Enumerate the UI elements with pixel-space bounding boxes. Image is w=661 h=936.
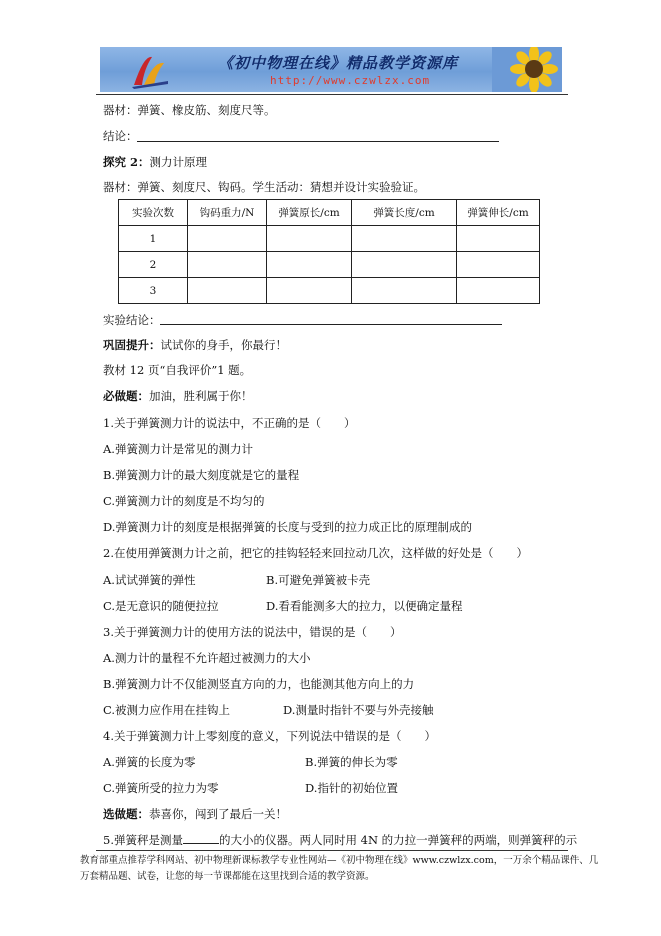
question-4-option-d[interactable]: D.指针的初始位置 [305,781,398,795]
question-1-option-c[interactable]: C.弹簧测力计的刻度是不均匀的 [103,494,265,508]
question-2-option-d[interactable]: D.看看能测多大的拉力，以便确定量程 [266,599,463,613]
table-cell[interactable] [352,278,457,304]
question-4-option-b[interactable]: B.弹簧的伸长为零 [305,755,398,769]
sunflower-icon [492,47,562,92]
question-4: 4.关于弹簧测力计上零刻度的意义，下列说法中错误的是（ ） [103,729,436,743]
exp-conclusion-label: 实验结论： [103,313,161,327]
header-rule [96,94,568,95]
question-4-option-c[interactable]: C.弹簧所受的拉力为零 [103,781,219,795]
required-heading [103,388,253,404]
explore-2-heading [103,154,207,170]
table-header-row [119,200,540,226]
question-3-option-b[interactable]: B.弹簧测力计不仅能测竖直方向的力，也能测其他方向上的力 [103,677,415,691]
conclusion-label-1: 结论： [103,129,138,143]
explore-2-label: 探究 2： [103,155,150,169]
table-header-cell: 弹簧伸长/cm [457,200,540,226]
equipment-line-2: 器材：弹簧、刻度尺、钩码。学生活动：猜想并设计实验验证。 [103,180,425,194]
optional-heading [103,806,287,822]
table-cell[interactable] [188,226,267,252]
table-cell[interactable] [188,252,267,278]
table-row [119,252,540,278]
table-cell[interactable] [352,252,457,278]
optional-label: 选做题： [103,807,149,821]
explore-2-text: 测力计原理 [149,155,208,169]
question-1-option-a[interactable]: A.弹簧测力计是常见的测力计 [103,442,253,456]
question-1-option-b[interactable]: B.弹簧测力计的最大刻度就是它的量程 [103,468,300,482]
table-cell-trial: 3 [119,278,188,304]
table-cell[interactable] [457,278,540,304]
table-cell[interactable] [457,226,540,252]
textbook-line: 教材 12 页“自我评价”1 题。 [103,363,252,377]
table-cell-trial: 2 [119,252,188,278]
required-text: 加油，胜利属于你！ [149,389,253,403]
question-1-option-d[interactable]: D.弹簧测力计的刻度是根据弹簧的长度与受到的拉力成正比的原理制成的 [103,520,472,534]
question-5-suffix: 的大小的仪器。两人同时用 4N 的力拉一弹簧秤的两端，则弹簧秤的示 [218,833,578,847]
question-4-option-a[interactable]: A.弹簧的长度为零 [103,755,196,769]
consolidate-heading [103,337,287,353]
table-header-cell: 钩码重力/N [188,200,267,226]
table-header-cell: 弹簧原长/cm [267,200,352,226]
footer-rule [96,850,568,851]
question-2-option-b[interactable]: B.可避免弹簧被卡壳 [266,573,371,587]
table-cell[interactable] [267,252,352,278]
table-row [119,226,540,252]
question-3-option-d[interactable]: D.测量时指针不要与外壳接触 [283,703,434,717]
question-5-prefix: 5.弹簧秤是测量 [103,833,183,847]
logo-icon [130,51,170,89]
question-2: 2.在使用弹簧测力计之前，把它的挂钩轻轻来回拉动几次，这样做的好处是（ ） [103,546,528,560]
table-cell[interactable] [188,278,267,304]
exp-conclusion-blank[interactable] [160,324,502,325]
table-cell[interactable] [267,278,352,304]
optional-text: 恭喜你，闯到了最后一关！ [149,807,287,821]
question-2-option-c[interactable]: C.是无意识的随便拉拉 [103,599,219,613]
table-header-cell: 弹簧长度/cm [352,200,457,226]
question-2-option-a[interactable]: A.试试弹簧的弹性 [103,573,196,587]
table-cell[interactable] [267,226,352,252]
table-row [119,278,540,304]
question-5-blank[interactable] [183,833,219,844]
table-cell-trial: 1 [119,226,188,252]
table-header-cell: 实验次数 [119,200,188,226]
question-5 [103,832,577,848]
table-cell[interactable] [457,252,540,278]
conclusion-blank-1[interactable] [137,141,499,142]
question-3-option-c[interactable]: C.被测力应作用在挂钩上 [103,703,231,717]
header-title: 《初中物理在线》精品教学资源库 [218,54,459,72]
experiment-table [118,199,540,304]
footer-text: 教育部重点推荐学科网站、初中物理新课标教学专业性网站—《初中物理在线》www.czwlzx.com，一万余个精品课件、几万套精品题、试卷，让您的每一节课都能在这里找到合适的教学资源。 [80,855,599,882]
equipment-line-1: 器材：弹簧、橡皮筋、刻度尺等。 [103,103,276,117]
question-1: 1.关于弹簧测力计的说法中，不正确的是（ ） [103,416,356,430]
required-label: 必做题： [103,389,149,403]
header-url[interactable]: http://www.czwlzx.com [270,74,431,87]
question-3: 3.关于弹簧测力计的使用方法的说法中，错误的是（ ） [103,625,402,639]
consolidate-text: 试试你的身手，你最行！ [160,338,287,352]
consolidate-label: 巩固提升： [103,338,161,352]
table-cell[interactable] [352,226,457,252]
question-3-option-a[interactable]: A.测力计的量程不允许超过被测力的大小 [103,651,311,665]
header-banner [100,47,562,92]
